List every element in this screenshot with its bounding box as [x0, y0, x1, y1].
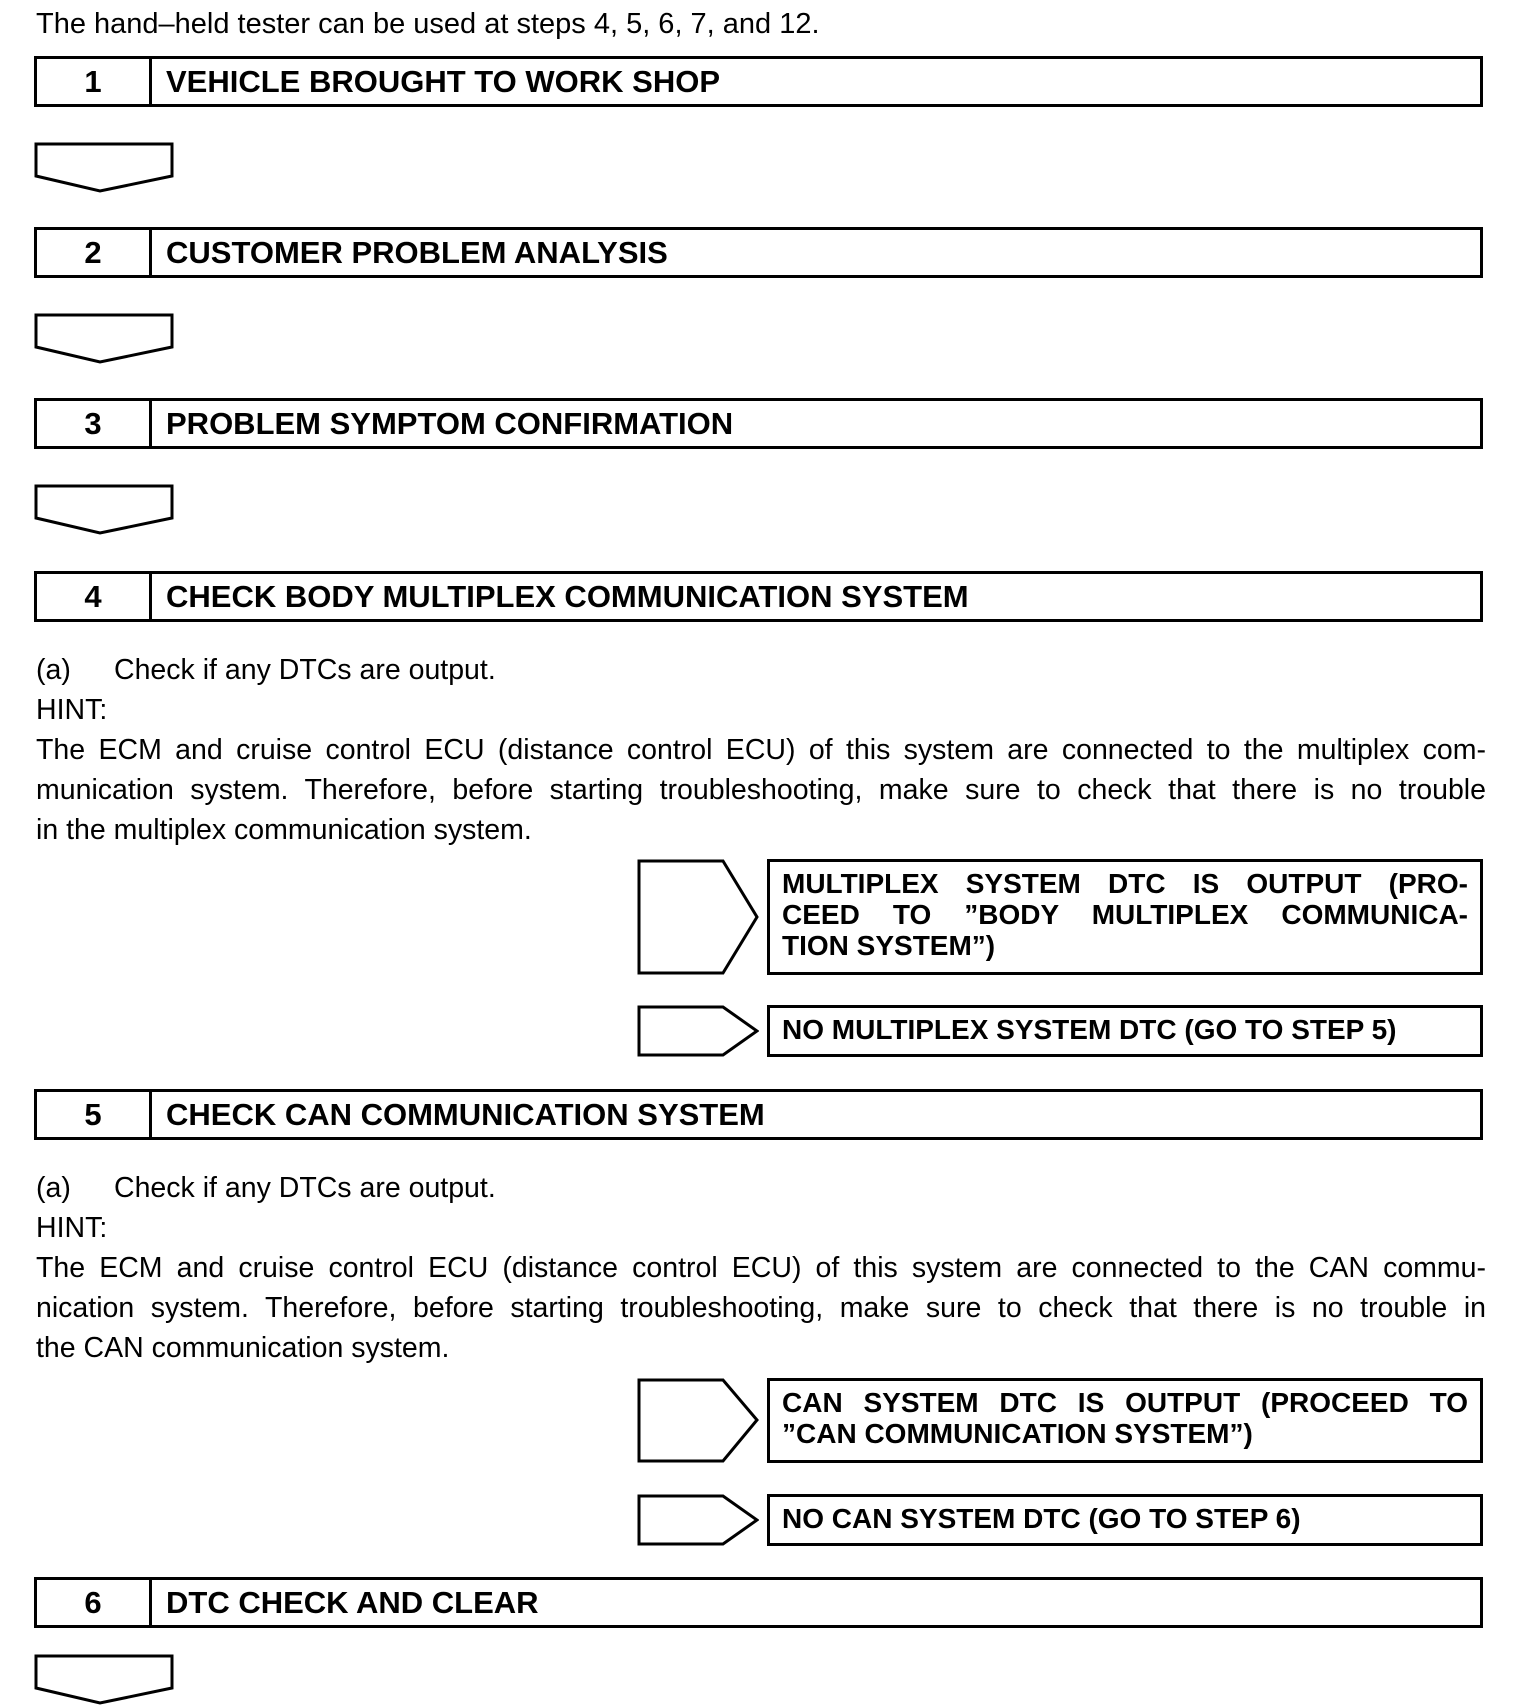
- step-title: CHECK CAN COMMUNICATION SYSTEM: [166, 1096, 765, 1132]
- down-arrow-icon: [34, 484, 174, 536]
- result-line: CAN SYSTEM DTC IS OUTPUT (PROCEED TO: [782, 1387, 1468, 1418]
- result-line: ”CAN COMMUNICATION SYSTEM”): [782, 1418, 1253, 1449]
- result-box-dtc-output: [767, 859, 1483, 975]
- hint-line: nication system. Therefore, before starting troubleshooting, make sure to check that there is no trouble in: [36, 1292, 1486, 1324]
- step-5-body: [36, 1168, 1486, 1368]
- step-title: VEHICLE BROUGHT TO WORK SHOP: [166, 63, 721, 99]
- result-line: MULTIPLEX SYSTEM DTC IS OUTPUT (PRO-: [782, 868, 1468, 899]
- step-number: 4: [37, 574, 152, 619]
- result-box-no-dtc: [767, 1005, 1483, 1057]
- intro-text: The hand–held tester can be used at steps 4, 5, 6, 7, and 12.: [36, 8, 820, 40]
- step-6-header: [34, 1577, 1483, 1628]
- step-title: PROBLEM SYMPTOM CONFIRMATION: [166, 405, 734, 441]
- hint-line: The ECM and cruise control ECU (distance control ECU) of this system are connected to the multiplex com-: [36, 734, 1486, 766]
- hint-line: in the multiplex communication system.: [36, 814, 532, 846]
- step-4-body: [36, 650, 1486, 850]
- result-line: TION SYSTEM”): [782, 930, 996, 961]
- down-arrow-icon: [34, 142, 174, 194]
- step-4-header: [34, 571, 1483, 622]
- step-number: 6: [37, 1580, 152, 1625]
- hint-label: HINT:: [36, 694, 108, 726]
- right-arrow-icon: [637, 1494, 759, 1546]
- step-5-header: [34, 1089, 1483, 1140]
- step-number: 3: [37, 401, 152, 446]
- step-title: DTC CHECK AND CLEAR: [166, 1584, 539, 1620]
- sub-step-label: (a): [36, 1172, 71, 1204]
- sub-step: [36, 1168, 1486, 1208]
- sub-step: [36, 650, 1486, 690]
- sub-step-text: Check if any DTCs are output.: [114, 654, 496, 686]
- right-arrow-icon: [637, 859, 759, 975]
- step-number: 5: [37, 1092, 152, 1137]
- result-box-dtc-output: [767, 1378, 1483, 1463]
- step-number: 2: [37, 230, 152, 275]
- step-title: CHECK BODY MULTIPLEX COMMUNICATION SYSTEM: [166, 578, 969, 614]
- down-arrow-icon: [34, 1654, 174, 1706]
- step-title: CUSTOMER PROBLEM ANALYSIS: [166, 234, 668, 270]
- hint-line: The ECM and cruise control ECU (distance control ECU) of this system are connected to the CAN commu-: [36, 1252, 1486, 1284]
- result-line: CEED TO ”BODY MULTIPLEX COMMUNICA-: [782, 899, 1468, 930]
- step-3-header: [34, 398, 1483, 449]
- down-arrow-icon: [34, 313, 174, 365]
- step-number: 1: [37, 59, 152, 104]
- step-1-header: [34, 56, 1483, 107]
- result-box-no-dtc: [767, 1494, 1483, 1546]
- right-arrow-icon: [637, 1005, 759, 1057]
- right-arrow-icon: [637, 1378, 759, 1463]
- result-line: NO MULTIPLEX SYSTEM DTC (GO TO STEP 5): [782, 1014, 1397, 1045]
- hint-line: munication system. Therefore, before starting troubleshooting, make sure to check that there is no trouble: [36, 774, 1486, 806]
- sub-step-label: (a): [36, 654, 71, 686]
- sub-step-text: Check if any DTCs are output.: [114, 1172, 496, 1204]
- hint-label: HINT:: [36, 1212, 108, 1244]
- hint-line: the CAN communication system.: [36, 1332, 450, 1364]
- step-2-header: [34, 227, 1483, 278]
- result-line: NO CAN SYSTEM DTC (GO TO STEP 6): [782, 1503, 1301, 1534]
